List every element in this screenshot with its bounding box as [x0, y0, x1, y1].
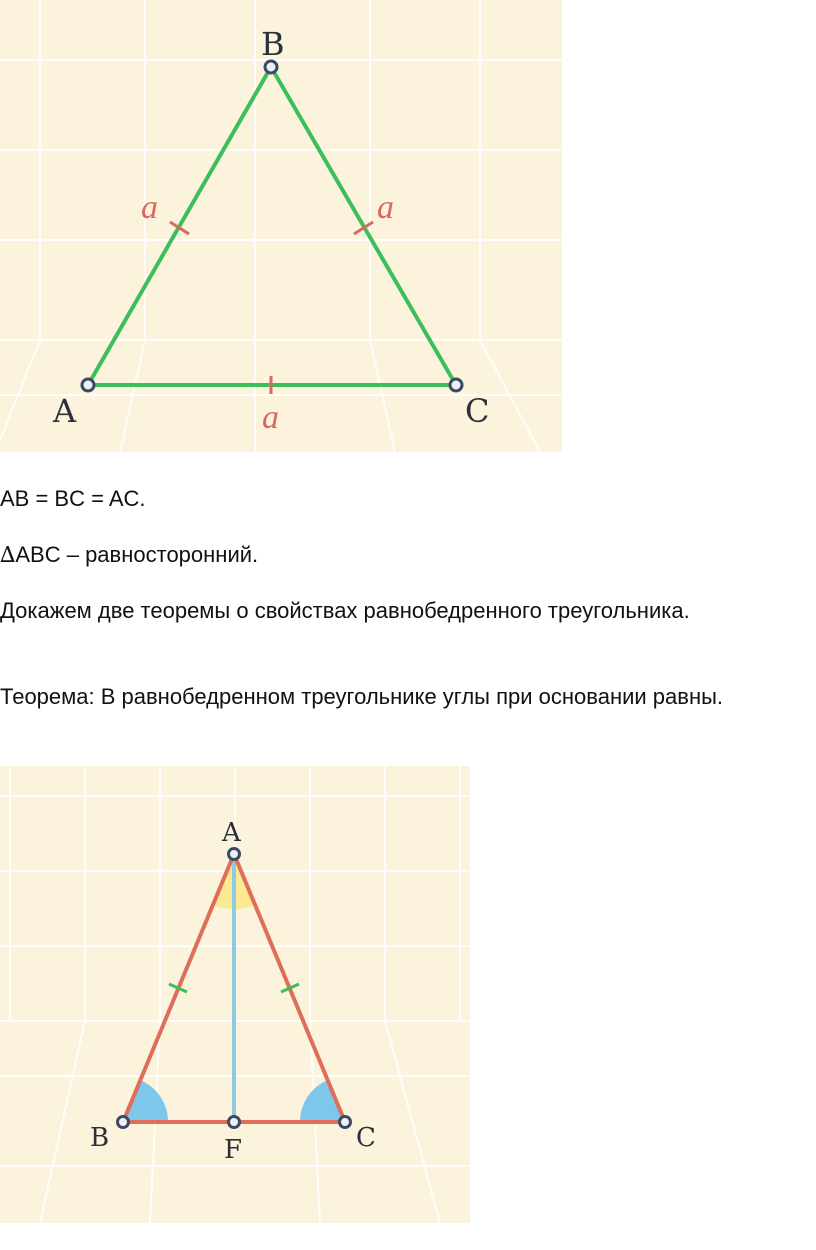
label-c: C [356, 1123, 376, 1153]
point-a [229, 849, 240, 860]
label-a: A [53, 392, 77, 430]
side-label-bc: a [377, 189, 394, 226]
theorem-paragraph: Теорема: В равнобедренном треугольнике углы при основании равны. [0, 684, 724, 709]
equilateral-statement-text: ABC – равносторонний. [15, 542, 259, 567]
point-b [118, 1117, 129, 1128]
side-label-ab: a [141, 189, 158, 226]
label-c: C [465, 392, 490, 430]
side-label-ac: a [262, 399, 279, 436]
label-f: F [224, 1135, 243, 1165]
point-f [229, 1117, 240, 1128]
intro-paragraph: Докажем две теоремы о свойствах равнобедренного треугольника. [0, 598, 690, 623]
label-b: B [261, 25, 285, 63]
label-b: B [90, 1123, 110, 1153]
point-a [82, 379, 94, 391]
equilateral-triangle-figure [0, 0, 562, 452]
triangle-symbol: ∆ [0, 543, 16, 568]
point-c [340, 1117, 351, 1128]
side-equality-text: AB = BC = AC. [0, 486, 146, 511]
isosceles-triangle-figure [0, 766, 470, 1223]
label-a: A [222, 818, 241, 848]
equilateral-statement [0, 540, 800, 570]
point-c [450, 379, 462, 391]
